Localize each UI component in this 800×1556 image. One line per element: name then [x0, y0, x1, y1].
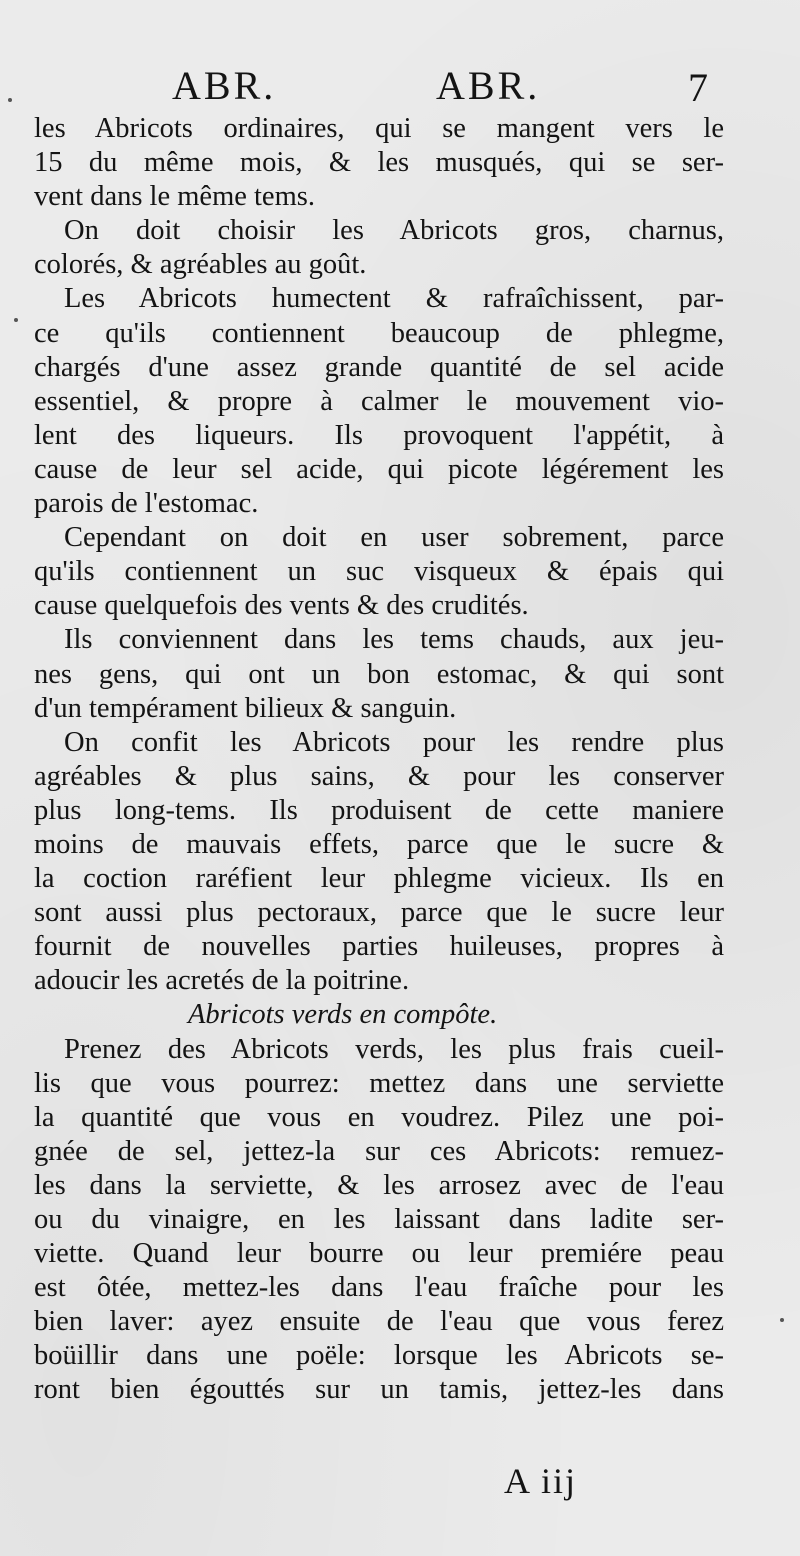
paper-speck	[780, 1318, 784, 1322]
text-line: la quantité que vous en voudrez. Pilez une poi-	[34, 1101, 724, 1133]
text-line: adoucir les acretés de la poitrine.	[34, 965, 410, 997]
text-line: boüillir dans une poële: lorsque les Abricots se-	[34, 1340, 724, 1372]
text-line: Cependant on doit en user sobrement, parce	[64, 522, 724, 554]
text-line: ou du vinaigre, en les laissant dans ladite ser-	[34, 1204, 724, 1235]
body-text	[34, 112, 724, 1408]
text-line: la coction raréfient leur phlegme vicieux. Ils en	[34, 863, 724, 895]
text-line: nes gens, qui ont un bon estomac, & qui sont	[34, 658, 724, 690]
page-number: 7	[688, 65, 708, 110]
text-line: les Abricots ordinaires, qui se mangent vers le	[34, 113, 724, 144]
text-line: d'un tempérament bilieux & sanguin.	[34, 692, 457, 724]
text-line: ront bien égouttés sur un tamis, jettez-les dans	[34, 1374, 724, 1406]
text-line: essentiel, & propre à calmer le mouvement vio-	[34, 385, 724, 417]
text-line: Les Abricots humectent & rafraîchissent, par-	[64, 283, 724, 315]
text-line: qu'ils contiennent un suc visqueux & épais qui	[34, 556, 724, 588]
text-line: viette. Quand leur bourre ou leur premiére peau	[34, 1238, 724, 1270]
text-line: est ôtée, mettez-les dans l'eau fraîche pour les	[34, 1272, 724, 1304]
text-line: chargés d'une assez grande quantité de sel acide	[34, 351, 724, 383]
text-line: parois de l'estomac.	[34, 488, 259, 520]
paper-speck	[8, 98, 12, 102]
text-line: agréables & plus sains, & pour les conserver	[34, 760, 724, 792]
signature-mark: A iij	[504, 1461, 578, 1501]
running-head-left: ABR.	[172, 63, 277, 108]
section-heading: Abricots verds en compôte.	[188, 999, 498, 1031]
text-line: colorés, & agréables au goût.	[34, 249, 367, 281]
paper-speck	[14, 318, 18, 322]
text-line: bien laver: ayez ensuite de l'eau que vous ferez	[34, 1306, 724, 1338]
text-line: sont aussi plus pectoraux, parce que le sucre leur	[34, 897, 724, 929]
text-line: cause quelquefois des vents & des crudités.	[34, 590, 529, 622]
text-line: vent dans le même tems.	[34, 181, 315, 213]
text-line: lent des liqueurs. Ils provoquent l'appétit, à	[34, 419, 724, 451]
running-head-center: ABR.	[436, 63, 541, 108]
text-line: On doit choisir les Abricots gros, charnus,	[64, 215, 724, 247]
text-line: Ils conviennent dans les tems chauds, aux jeu-	[64, 624, 724, 656]
text-line: fournit de nouvelles parties huileuses, propres à	[34, 931, 724, 963]
text-line: Prenez des Abricots verds, les plus frais cueil-	[64, 1033, 724, 1065]
text-line: plus long-tems. Ils produisent de cette maniere	[34, 794, 724, 826]
text-line: ce qu'ils contiennent beaucoup de phlegme,	[34, 317, 724, 349]
text-line: cause de leur sel acide, qui picote légérement les	[34, 453, 724, 485]
text-line: On confit les Abricots pour les rendre plus	[64, 726, 724, 758]
text-line: les dans la serviette, & les arrosez avec de l'eau	[34, 1169, 724, 1201]
text-line: 15 du même mois, & les musqués, qui se ser-	[34, 147, 724, 179]
text-line: gnée de sel, jettez-la sur ces Abricots: remuez-	[34, 1135, 724, 1167]
text-line: moins de mauvais effets, parce que le sucre &	[34, 828, 724, 860]
text-line: lis que vous pourrez: mettez dans une serviette	[34, 1067, 724, 1099]
